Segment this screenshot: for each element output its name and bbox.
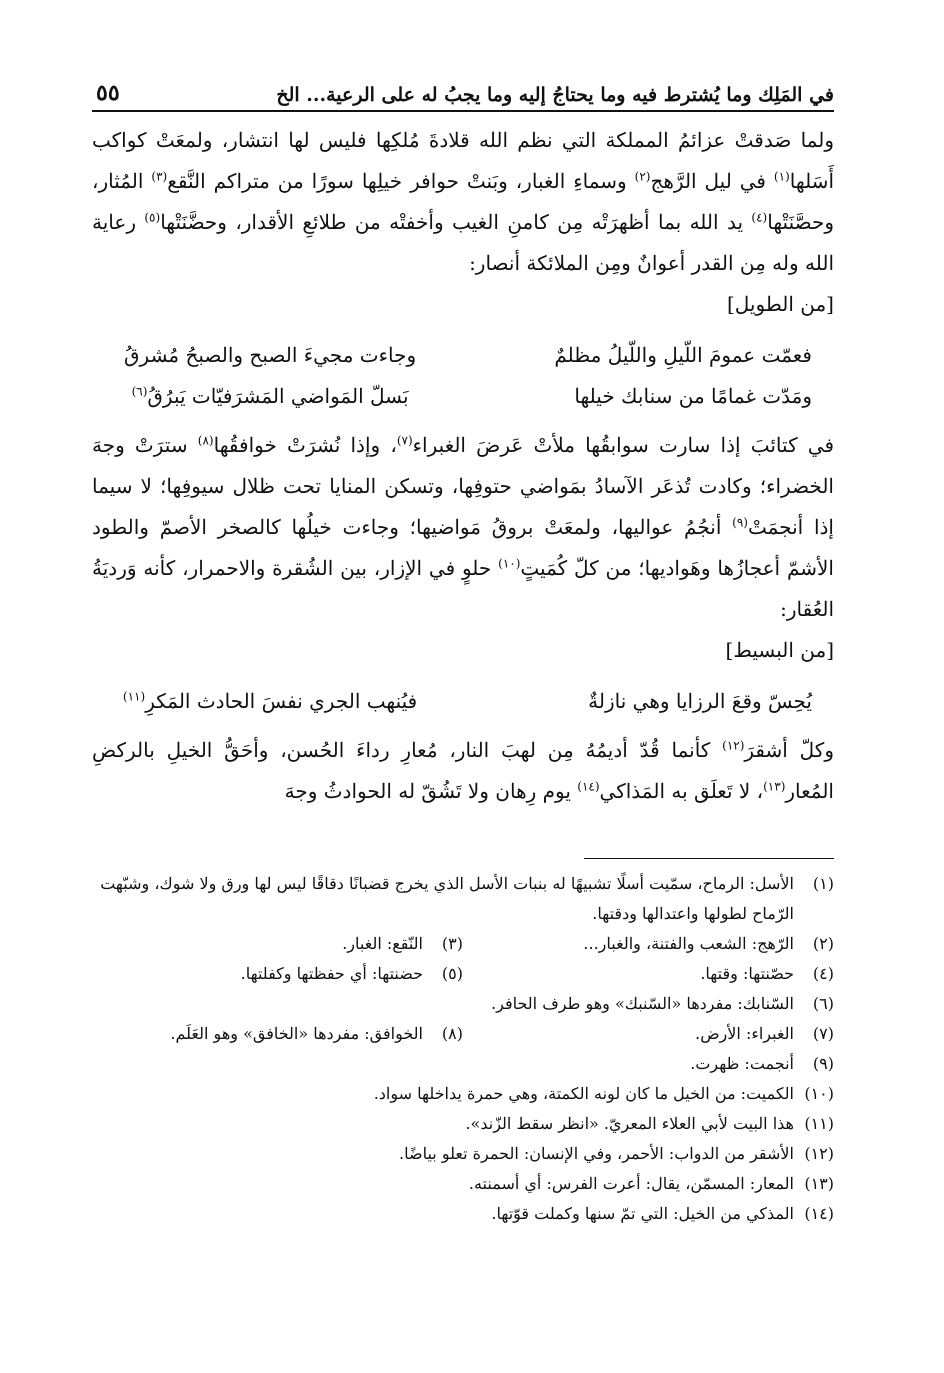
footnote-pair bbox=[92, 1019, 834, 1049]
footnote: (٥) حضنتها: أي حفظتها وكفلتها. bbox=[240, 964, 463, 983]
first-hemistich: ومَدّت غمامًا من سنابك خيلها bbox=[574, 384, 812, 408]
footnote-ref: (٦) bbox=[131, 384, 148, 399]
footnote: (١) الأسل: الرماح، سمّيت أسلًا تشبيهًا له بنبات الأسل الذي يخرج قضبانًا دقاقًا ليس لها ورق ولا شوك، وشبّهت الرّماح لطولها واعتدالها ودقتها. bbox=[100, 874, 834, 923]
footnote: (١٣) المعار: المسمّن، يقال: أعرت الفرس: أي أسمنته. bbox=[468, 1174, 834, 1193]
main-text bbox=[92, 120, 834, 812]
footnote: (٧) الغبراء: الأرض. bbox=[695, 1024, 834, 1043]
footnote: (٩) أنجمت: ظهرت. bbox=[690, 1054, 834, 1073]
paragraph-3: وكلّ أشقرَ$^{(١٢)}$ كأنما قُدّ أديمُهُ مِن لهبَ النار، مُعارِ رداءَ الحُسن، وأحَقُّ الخيلِ بالركضِ المُعار$^{(١٣)}$، لا تَعلَق به المَذاكي$^{(١٤)}$ يوم رِهان ولا تَشُقّ له الحوادثُ وجهَ bbox=[92, 738, 834, 803]
poem-2 bbox=[92, 681, 834, 722]
poetic-meter-label: [من الطويل] bbox=[726, 292, 834, 316]
footnote-ref: (١٤) bbox=[577, 779, 600, 794]
footnote: (٣) النّقع: الغبار. bbox=[342, 934, 463, 953]
poem-1 bbox=[92, 335, 834, 417]
footnote-ref: (١٣) bbox=[763, 779, 786, 794]
footnote-ref: (٧) bbox=[396, 433, 413, 448]
footnote: (٦) السّنابك: مفردها «السّنبك» وهو طرف الحافر. bbox=[491, 994, 834, 1013]
chapter-title: في المَلِك وما يُشترط فيه وما يحتاجُ إليه وما يجبُ له على الرعية... الخ bbox=[276, 84, 834, 106]
book-page bbox=[92, 70, 834, 1229]
verse bbox=[92, 376, 834, 417]
second-hemistich: بَسلّ المَواضي المَشرَفيّات يَبرُقُ$^{(٦)}$ bbox=[131, 384, 409, 408]
footnote-pair bbox=[92, 959, 834, 989]
footnote-ref: (٩) bbox=[732, 515, 748, 530]
footnote-separator bbox=[584, 858, 834, 859]
poetic-meter-label: [من البسيط] bbox=[725, 638, 834, 662]
footnote-ref: (٥) bbox=[144, 210, 161, 225]
footnote-ref: (٣) bbox=[151, 169, 168, 184]
footnote-ref: (٤) bbox=[751, 210, 768, 225]
running-header bbox=[92, 70, 834, 112]
first-hemistich: فعمّت عمومَ اللّيلِ واللّيلُ مظلمٌ bbox=[554, 343, 812, 367]
verse bbox=[92, 335, 834, 376]
footnote: (٨) الخوافق: مفردها «الخافق» وهو العَلَم. bbox=[170, 1024, 463, 1043]
footnote-ref: (١) bbox=[773, 169, 790, 184]
paragraph-2: في كتائبَ إذا سارت سوابقُها ملأتْ عَرضَ الغبراء$^{(٧)}$، وإذا نُشرَتْ خوافقُها$^{(٨)}$ سترَتْ وجهَ الخضراء؛ وكادت تُذعَر الآسادُ بمَواضي حتوفِها، وتسكن المنايا تحت ظلال سيوفِها؛ لا سيما إذا أنجمَتْ$^{(٩)}$ أنجُمُ عواليها، ولمعَتْ بروقُ مَواضيها؛ وجاءت خيلُها كالصخر الأصمّ والطود الأشمّ أعجازُها وهَواديها؛ من كلّ كُمَيتٍ$^{(١٠)}$ حلوٍ في الإزار، بين الشُقرة والاحمرار، كأنه وَرديَةُ العُقار: bbox=[92, 433, 835, 621]
footnote-ref: (١٠) bbox=[498, 556, 521, 571]
paragraph-1: ولما صَدقتْ عزائمُ المملكة التي نظم الله قلادةَ مُلكِها فليس لها انتشار، ولمعَتْ كواكب أَسَلها$^{(١)}$ في ليل الرَّهج$^{(٢)}$ وسماءِ الغبار، وبَنتْ حوافر خيلِها سورًا من متراكم النَّقع$^{(٣)}$ المُثار، وحصَّنَتْها$^{(٤)}$ يد الله بما أظهرَتْه مِن كامنِ الغيب وأخفتْه من طلائعِ الأقدار، وحضَّنَتْها$^{(٥)}$ رعاية الله وله مِن القدر أعوانٌ ومِن الملائكة أنصار: bbox=[92, 128, 834, 275]
second-hemistich: وجاءت مجيءَ الصبح والصبحُ مُشرقُ bbox=[124, 343, 417, 367]
verse bbox=[92, 681, 834, 722]
footnote-ref: (١٢) bbox=[722, 738, 745, 753]
footnote: (٢) الرّهج: الشعب والفتنة، والغبار... bbox=[583, 934, 834, 953]
footnote-ref: (١١) bbox=[122, 689, 146, 704]
footnote: (١٢) الأشقر من الدواب: الأحمر، وفي الإنسان: الحمرة تعلو بياضًا. bbox=[399, 1144, 834, 1163]
footnote-ref: (٨) bbox=[197, 433, 214, 448]
footnote: (١١) هذا البيت لأبي العلاء المعريّ. «انظر سقط الزّند». bbox=[465, 1114, 834, 1133]
page-number: ٥٥ bbox=[96, 80, 120, 106]
footnote-ref: (٢) bbox=[634, 169, 651, 184]
footnote: (٤) حصّنتها: وقتها. bbox=[700, 964, 834, 983]
footnote: (١٠) الكميت: من الخيل ما كان لونه الكمتة، وهي حمرة يداخلها سواد. bbox=[373, 1084, 834, 1103]
second-hemistich: فيُنهب الجري نفسَ الحادث المَكرِ$^{(١١)}$ bbox=[122, 689, 418, 713]
footnote: (١٤) المذكي من الخيل: التي تمّ سنها وكملت قوّتها. bbox=[491, 1204, 834, 1223]
footnote-pair bbox=[92, 929, 834, 959]
footnotes bbox=[92, 869, 834, 1229]
first-hemistich: يُحِسّ وقعَ الرزايا وهي نازلةٌ bbox=[588, 689, 812, 713]
